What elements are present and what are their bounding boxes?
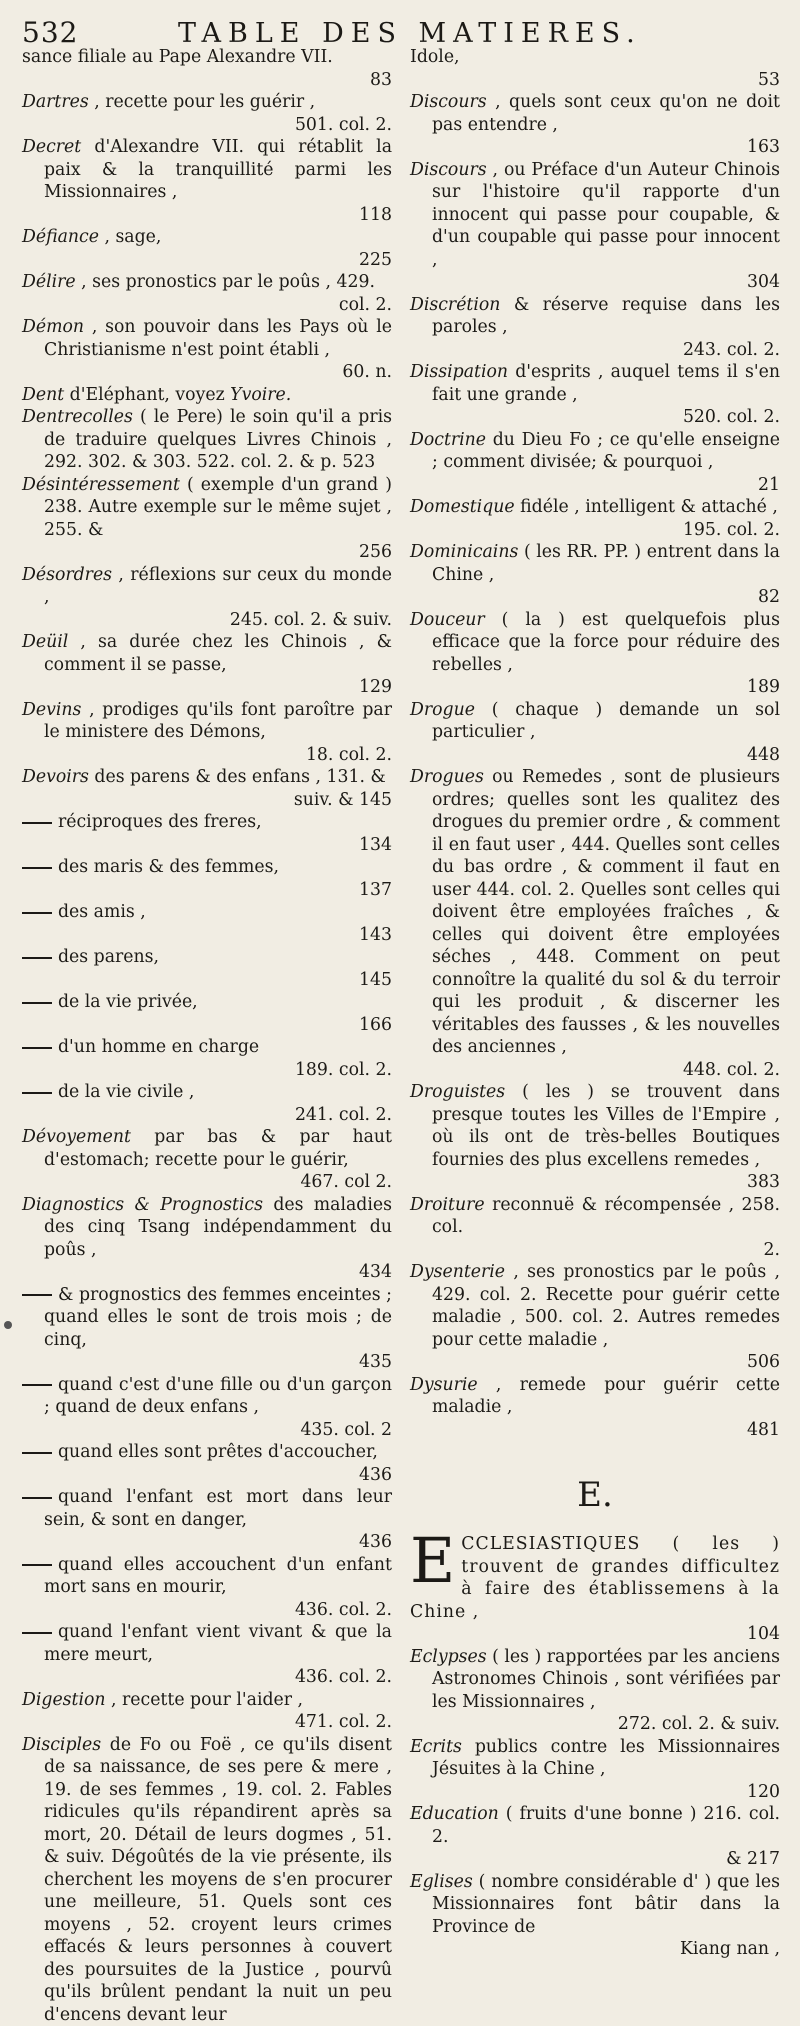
entry-page-ref: 134 [44,834,392,857]
entry-headword: Digestion [22,1690,106,1710]
entry-page-ref: 383 [432,1171,780,1194]
entry-page-ref: 243. col. 2. [432,339,780,362]
entry-headword: Dévoyement [22,1127,131,1147]
right-entry [410,294,780,362]
entry-headword: Discours [410,92,487,112]
right-entry [410,159,780,294]
entry-text: quand elles accouchent d'un enfant mort sans en mourir, [44,1555,392,1598]
entry-page-ref: 163 [432,136,780,159]
right-entry [410,429,780,497]
entry-page-ref: 436 [44,1531,392,1554]
entry-page-ref: 448. col. 2. [432,1059,780,1082]
subentry-dash [22,1452,52,1454]
left-entry [22,474,392,564]
left-entry [22,384,392,407]
entry-text: , ou Préface d'un Auteur Chinois sur l'histoire qu'il rapporte d'un innocent qui passe pour coupable, & d'un coupable qui passe pour innocent , [432,160,780,270]
entry-page-ref: 60. n. [44,361,392,384]
right-entry [410,609,780,699]
entry-page-ref: 2. [432,1239,780,1262]
entry-text: réciproques des freres, [58,812,262,832]
entry-text: des amis , [58,902,146,922]
entry-page-ref: 481 [432,1419,780,1442]
left-entry [22,699,392,767]
entry-text: d'esprits , auquel tems il s'en fait une grande , [432,362,780,405]
entry-page-ref: 166 [44,1014,392,1037]
entry-text: des parens & des enfans , 131. & [94,767,385,787]
left-entry [22,1036,392,1081]
entry-text: quand c'est d'une fille ou d'un garçon ; quand de deux enfans , [44,1375,392,1418]
section-first-entry-text: CCLESIASTIQUES ( les ) trouvent de grandes difficultez à faire des établissemens à la Chine , [410,1534,780,1622]
entry-page-ref: 436. col. 2. [44,1599,392,1622]
entry-page-ref: 448 [432,744,780,767]
entry-page-ref: 189 [432,676,780,699]
running-head: TABLE DES MATIERES. [178,18,642,49]
entry-headword: Devins [22,700,81,720]
entry-text: quand elles sont prêtes d'accoucher, [58,1442,378,1462]
entry-page-ref: 83 [44,69,392,92]
entry-headword: Drogue [410,700,475,720]
entry-page-ref: 467. col 2. [44,1171,392,1194]
section-letter: E. [410,1475,780,1515]
gutter-mark [4,1321,12,1329]
entry-page-ref: 145 [44,969,392,992]
entry-headword: Désintéressement [22,475,180,495]
entry-text: d'un homme en charge [58,1037,259,1057]
left-entry [22,901,392,946]
right-column [410,46,780,1961]
entry-headword: Deüil [22,632,68,652]
entry-headword: Education [410,1804,499,1824]
entry-headword: Eglises [410,1872,473,1892]
entry-headword: Dartres [22,92,89,112]
entry-text: Idole, [410,47,460,67]
entry-page-ref: 245. col. 2. & suiv. [44,609,392,632]
subentry-dash [22,867,52,869]
entry-text: ( les RR. PP. ) entrent dans la Chine , [432,542,780,585]
entry-text: , recette pour les guérir , [94,92,315,112]
entry-headword: Dissipation [410,362,508,382]
left-entry [22,136,392,226]
entry-page-ref: 241. col. 2. [44,1104,392,1127]
left-entry [22,1374,392,1442]
entry-page-ref: 304 [432,271,780,294]
entry-page-ref: 434 [44,1261,392,1284]
entry-page-ref: 501. col. 2. [44,114,392,137]
entry-headword: Douceur [410,610,485,630]
subentry-dash [22,822,52,824]
entry-headword: Eclypses [410,1647,487,1667]
entry-text: , réflexions sur ceux du monde , [44,565,392,608]
left-entry [22,316,392,384]
entry-text: ( exemple d'un grand ) 238. Autre exemple sur le même sujet , 255. & [44,475,392,540]
left-entry [22,1126,392,1194]
right-entry [410,766,780,1081]
entry-text: sance filiale au Pape Alexandre VII. [22,47,333,67]
entry-headword: Droiture [410,1195,485,1215]
entry-text: ( la ) est quelquefois plus efficace que la force pour réduire des rebelles , [432,610,780,675]
right-entry [410,46,780,91]
left-entry [22,1194,392,1284]
section-first-entry [410,1533,780,1646]
entry-text: de la vie privée, [58,992,198,1012]
entry-page-ref: col. 2. [44,294,392,317]
entry-text: & réserve requise dans les paroles , [432,295,780,338]
subentry-dash [22,1294,52,1296]
entry-text: ou Remedes , sont de plusieurs ordres; quelles sont les qualitez des drogues du premier ordre , & comment il en faut user , 444. Quelles sont celles du bas ordre , & comment il faut en user 444. col. 2. Quelles sont celles qui doivent être employées fraîches , & celles qui doivent être employées séches , 448. Comment on peut connoître la qualité du sol & du terroir qui les produit , & discerner les véritables des fausses , & les nouvelles des anciennes , [432,767,780,1057]
entry-headword: Droguistes [410,1082,505,1102]
entry-text: ( chaque ) demande un sol particulier , [432,700,780,743]
left-entry [22,1486,392,1554]
left-entry [22,946,392,991]
drop-cap: E [410,1535,455,1587]
entry-headword: Démon [22,317,84,337]
entry-text: ( les ) rapportées par les anciens Astronomes Chinois , sont vérifiées par les Missionnaires , [432,1647,780,1712]
entry-text: ( fruits d'une bonne ) 216. col. 2. [432,1804,780,1847]
entry-headword: Disciples [22,1735,101,1755]
left-entry [22,226,392,271]
entry-headword: Dysenterie [410,1262,505,1282]
entry-text: , quels sont ceux qu'on ne doit pas entendre , [432,92,780,135]
section-entries [410,1646,780,1961]
entry-headword: Délire [22,272,76,292]
subentry-dash [22,912,52,914]
entry-headword: Devoirs [22,767,89,787]
entry-page-ref: 225 [44,249,392,272]
entry-page-ref: 120 [432,1781,780,1804]
entry-headword: Discrétion [410,295,500,315]
entry-page-ref: 436. col. 2. [44,1666,392,1689]
left-entry [22,271,392,316]
entry-text: quand l'enfant vient vivant & que la mere meurt, [44,1622,392,1665]
left-entry [22,1554,392,1622]
entry-page-ref: 143 [44,924,392,947]
entry-page-ref: 137 [44,879,392,902]
page-header [18,10,782,50]
left-entry [22,91,392,136]
subentry-dash [22,957,52,959]
right-entry [410,1261,780,1374]
entry-text: reconnuë & récompensée , 258. col. [432,1195,780,1238]
subentry-dash [22,1564,52,1566]
right-entry [410,541,780,609]
entry-page-ref: 118 [44,204,392,227]
entry-headword: Domestique [410,497,515,517]
entry-page-ref: 506 [432,1351,780,1374]
left-entry [22,1689,392,1734]
right-entry [410,1081,780,1194]
entry-headword: Dentrecolles [22,407,133,427]
entry-text: fidéle , intelligent & attaché , [520,497,778,517]
left-column [22,46,392,2026]
entry-text: de Fo ou Foë , ce qu'ils disent de sa naissance, de ses pere & mere , 19. de ses femmes , 19. col. 2. Fables ridicules qu'ils répandirent après sa mort, 20. Détail de leurs dogmes , 51. & suiv. Dégoûtés de la vie présente, ils cherchent les moyens de s'en procurer une meilleure, 51. Quels sont ces moyens , 52. croyent leurs crimes effacés & leurs personnes à couvert des poursuites de la Justice , pourvû qu'ils brûlent pendant la nuit un peu d'encens devant leur [44,1735,392,2025]
entry-page-ref: 435. col. 2 [44,1419,392,1442]
entry-headword: Désordres [22,565,112,585]
entry-text: du Dieu Fo ; ce qu'elle enseigne ; comment divisée; & pourquoi , [432,430,780,473]
right-entry [410,496,780,541]
entry-text: , sage, [104,227,161,247]
entry-page-ref: 21 [432,474,780,497]
section-entry [410,1646,780,1736]
section-entry [410,1871,780,1961]
entry-page-ref: 53 [432,69,780,92]
entry-text: , prodiges qu'ils font paroître par le ministere des Démons, [44,700,392,743]
subentry-dash [22,1632,52,1634]
entry-page-ref: 195. col. 2. [432,519,780,542]
subentry-dash [22,1047,52,1049]
left-entry [22,811,392,856]
left-entry [22,564,392,632]
entry-text: des maladies des cinq Tsang indépendamment du poûs , [44,1195,392,1260]
left-entry [22,1734,392,2026]
entry-crossref: Yvoire. [230,385,291,405]
subentry-dash [22,1497,52,1499]
subentry-dash [22,1002,52,1004]
entry-page-ref: 471. col. 2. [44,1711,392,1734]
entry-page-ref: 189. col. 2. [44,1059,392,1082]
entry-text: ( les ) se trouvent dans presque toutes les Villes de l'Empire , où ils ont de très-belles Boutiques fournies des plus excellens remedes , [432,1082,780,1170]
section-entry [410,1803,780,1871]
entry-text: des maris & des femmes, [58,857,279,877]
right-column-entries [410,46,780,1441]
entry-text: ( le Pere) le soin qu'il a pris de traduire quelques Livres Chinois , 292. 302. & 303. 522. col. 2. & p. 523 [44,407,392,472]
entry-text: , ses pronostics par le poûs , 429. [81,272,375,292]
entry-headword: Dent [22,385,64,405]
entry-headword: Doctrine [410,430,486,450]
entry-page-ref: 18. col. 2. [44,744,392,767]
entry-headword: Diagnostics & Prognostics [22,1195,263,1215]
left-entry [22,406,392,474]
left-entry [22,991,392,1036]
left-entry [22,856,392,901]
entry-headword: Drogues [410,767,484,787]
page-number: 532 [22,16,78,49]
entry-page-ref: 520. col. 2. [432,406,780,429]
left-entry [22,1081,392,1126]
entry-page-ref: 256 [44,541,392,564]
left-entry [22,46,392,91]
entry-headword: Discours [410,160,487,180]
section-first-entry-ref: 104 [410,1623,780,1646]
entry-page-ref: Kiang nan , [432,1938,780,1961]
left-entry [22,1441,392,1486]
entry-text: par bas & par haut d'estomach; recette pour le guérir, [44,1127,392,1170]
entry-text: , recette pour l'aider , [111,1690,303,1710]
entry-headword: Dysurie [410,1375,478,1395]
entry-text: d'Eléphant, voyez [70,385,225,405]
entry-page-ref: 82 [432,586,780,609]
entry-page-ref: 436 [44,1464,392,1487]
entry-page-ref: suiv. & 145 [44,789,392,812]
subentry-dash [22,1384,52,1386]
entry-text: des parens, [58,947,159,967]
entry-headword: Défiance [22,227,99,247]
subentry-dash [22,1092,52,1094]
right-entry [410,1194,780,1262]
left-entry [22,1621,392,1689]
entry-text: publics contre les Missionnaires Jésuites à la Chine , [432,1737,780,1780]
entry-text: & prognostics des femmes enceintes ; quand elles le sont de trois mois ; de cinq, [44,1285,392,1350]
entry-text: de la vie civile , [58,1082,194,1102]
entry-text: , sa durée chez les Chinois , & comment il se passe, [44,632,392,675]
right-entry [410,699,780,767]
right-entry [410,91,780,159]
entry-headword: Ecrits [410,1737,462,1757]
section-entry [410,1736,780,1804]
left-entry [22,1284,392,1374]
entry-headword: Decret [22,137,81,157]
entry-text: , son pouvoir dans les Pays où le Christianisme n'est point établi , [44,317,392,360]
entry-text: , remede pour guérir cette maladie , [432,1375,780,1418]
entry-text: quand l'enfant est mort dans leur sein, & sont en danger, [44,1487,392,1530]
entry-page-ref: 272. col. 2. & suiv. [432,1713,780,1736]
entry-page-ref: 435 [44,1351,392,1374]
entry-text: d'Alexandre VII. qui rétablit la paix & la tranquillité parmi les Missionnaires , [44,137,392,202]
left-entry [22,766,392,811]
entry-page-ref: 129 [44,676,392,699]
right-entry [410,361,780,429]
entry-page-ref: & 217 [432,1848,780,1871]
left-entry [22,631,392,699]
right-entry [410,1374,780,1442]
entry-text: , ses pronostics par le poûs , 429. col. 2. Recette pour guérir cette maladie , 500. col. 2. Autres remedes pour cette maladie , [432,1262,780,1350]
entry-text: ( nombre considérable d' ) que les Missionnaires font bâtir dans la Province de [432,1872,780,1937]
entry-headword: Dominicains [410,542,518,562]
